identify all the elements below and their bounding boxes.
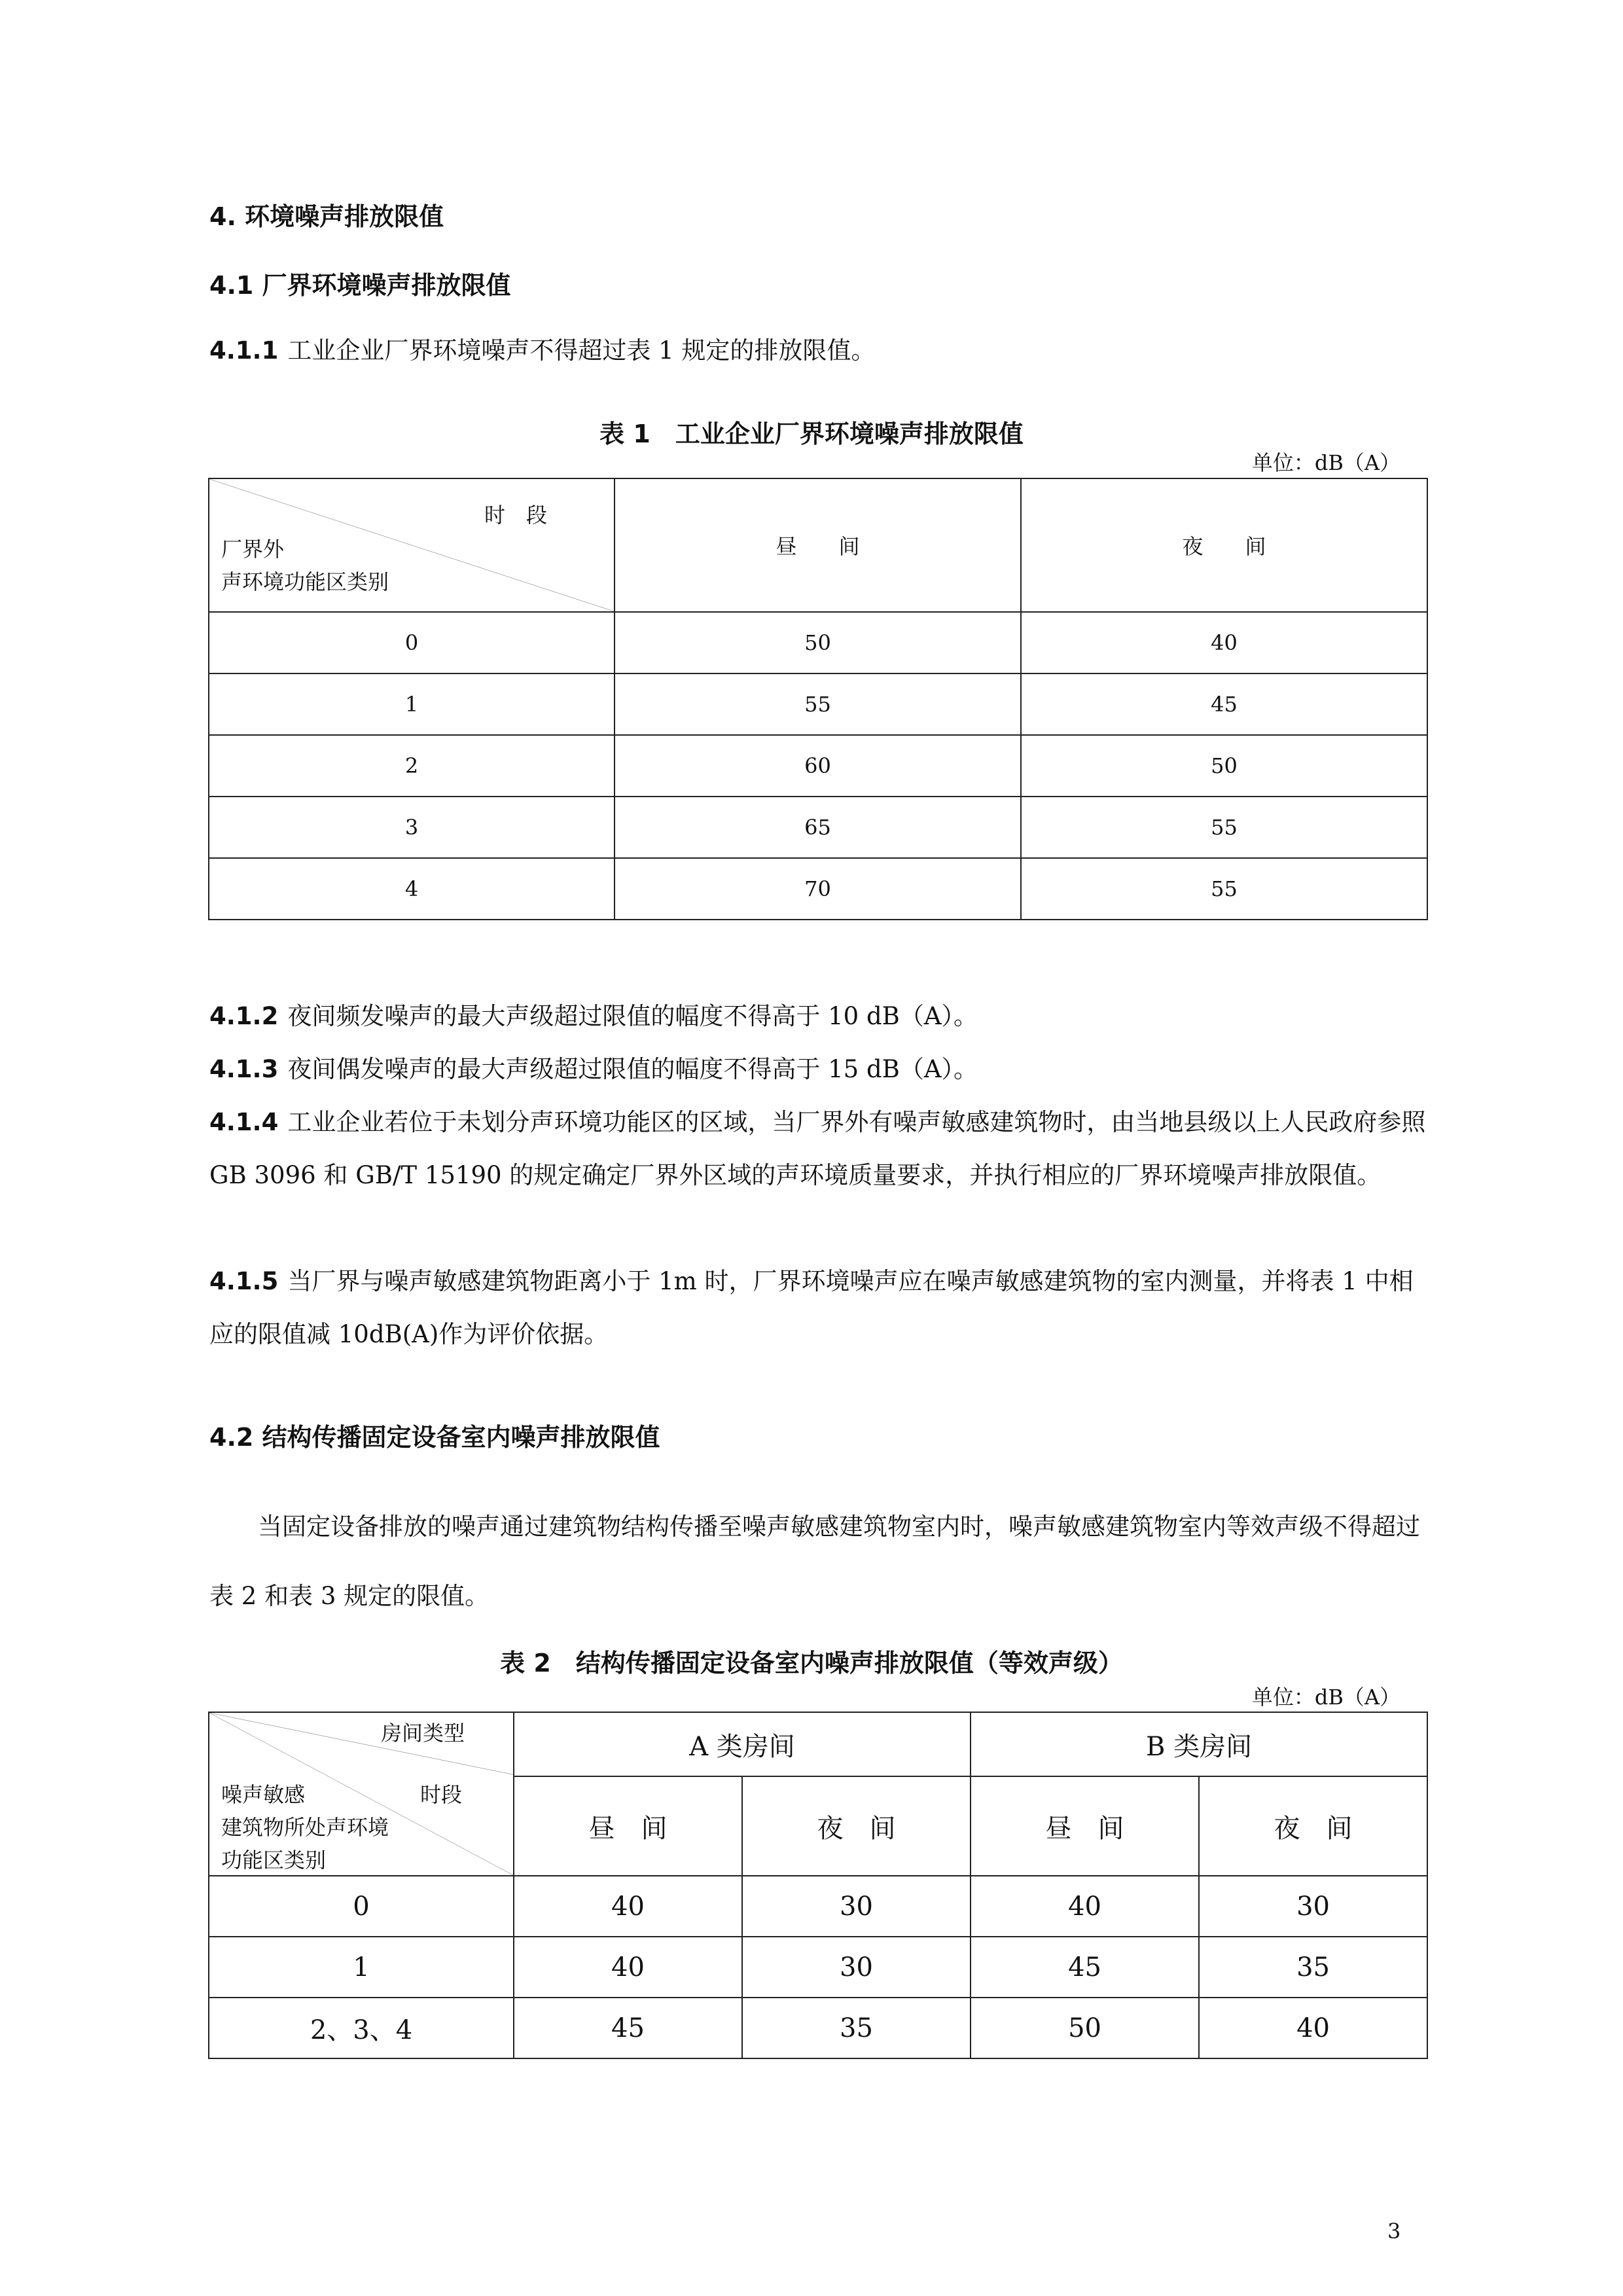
table-row [209, 1998, 1427, 2058]
clause-number: 4.1.4 [209, 1108, 279, 1136]
paragraph-4-1-3 [209, 1043, 1433, 1096]
table-2-corner-header [209, 1712, 514, 1876]
corner-zone-label-1: 厂界外 [221, 537, 285, 562]
table-row [209, 1937, 1427, 1998]
day-value: 65 [615, 797, 1021, 858]
clause-number: 4.1.5 [209, 1267, 279, 1295]
clause-text: 夜间频发噪声的最大声级超过限值的幅度不得高于 10 dB（A）。 [287, 1002, 978, 1030]
table-1-corner-header [209, 478, 615, 612]
corner-zone-label-2: 功能区类别 [221, 1848, 327, 1873]
group-header-b-rooms: B 类房间 [971, 1712, 1427, 1776]
a-night-value: 30 [742, 1876, 971, 1937]
table-2-unit: 单位：dB（A） [1251, 1685, 1400, 1710]
col-header-b-day: 昼 间 [971, 1776, 1199, 1876]
section-4-heading: 4. 环境噪声排放限值 [209, 202, 444, 231]
clause-text: 工业企业若位于未划分声环境功能区的区域，当厂界外有噪声敏感建筑物时，由当地县级以上人民政府参照 GB 3096 和 GB/T 15190 的规定确定厂界外区域的声环境质量要求，并执行相应的厂界环境噪声排放限值。 [209, 1108, 1426, 1189]
table-row [209, 858, 1427, 920]
table-1-unit: 单位：dB（A） [1251, 450, 1400, 475]
zone-cell: 1 [209, 1937, 514, 1998]
col-header-night: 夜 间 [1021, 478, 1427, 612]
corner-zone-label-1: 建筑物所处声环境 [221, 1815, 389, 1840]
col-header-day: 昼 间 [615, 478, 1021, 612]
paragraph-4-2: 当固定设备排放的噪声通过建筑物结构传播至噪声敏感建筑物室内时，噪声敏感建筑物室内等效声级不得超过表 2 和表 3 规定的限值。 [209, 1513, 1420, 1610]
table-row [209, 673, 1427, 735]
a-day-value: 45 [514, 1998, 742, 2058]
a-day-value: 40 [514, 1876, 742, 1937]
page-number: 3 [1387, 2219, 1401, 2244]
b-night-value: 35 [1199, 1937, 1427, 1998]
table-1 [208, 478, 1428, 920]
night-value: 40 [1021, 612, 1427, 673]
paragraph-4-1-5 [209, 1255, 1433, 1361]
paragraph-4-1-1 [209, 324, 1433, 377]
clause-number: 4.1.2 [209, 1002, 279, 1030]
b-night-value: 30 [1199, 1876, 1427, 1937]
clause-text: 工业企业厂界环境噪声不得超过表 1 规定的排放限值。 [287, 336, 876, 365]
day-value: 50 [615, 612, 1021, 673]
paragraph-4-1-4 [209, 1096, 1433, 1202]
group-header-a-rooms: A 类房间 [514, 1712, 971, 1776]
zone-cell: 0 [209, 612, 615, 673]
col-header-a-night: 夜 间 [742, 1776, 971, 1876]
corner-sensitive-label: 噪声敏感 [221, 1782, 306, 1807]
corner-room-type-label: 房间类型 [381, 1721, 465, 1746]
table-row [209, 797, 1427, 858]
zone-cell: 4 [209, 858, 615, 920]
zone-cell: 0 [209, 1876, 514, 1937]
night-value: 55 [1021, 858, 1427, 920]
table-2-caption: 表 2 结构传播固定设备室内噪声排放限值（等效声级） [500, 1649, 1123, 1677]
col-header-a-day: 昼 间 [514, 1776, 742, 1876]
clause-number: 4.1.1 [209, 336, 279, 365]
corner-zone-label-2: 声环境功能区类别 [221, 569, 389, 594]
table-row [209, 735, 1427, 797]
zone-cell: 2 [209, 735, 615, 797]
clause-text: 夜间偶发噪声的最大声级超过限值的幅度不得高于 15 dB（A）。 [287, 1055, 978, 1083]
a-night-value: 35 [742, 1998, 971, 2058]
paragraph-4-1-2 [209, 990, 1433, 1043]
b-day-value: 50 [971, 1998, 1199, 2058]
day-value: 55 [615, 673, 1021, 735]
b-night-value: 40 [1199, 1998, 1427, 2058]
section-4-2-heading: 4.2 结构传播固定设备室内噪声排放限值 [209, 1423, 660, 1452]
table-2 [208, 1712, 1428, 2059]
b-day-value: 45 [971, 1937, 1199, 1998]
day-value: 60 [615, 735, 1021, 797]
corner-period-label: 时段 [420, 1782, 463, 1807]
clause-text: 当厂界与噪声敏感建筑物距离小于 1m 时，厂界环境噪声应在噪声敏感建筑物的室内测量，并将表 1 中相应的限值减 10dB(A)作为评价依据。 [209, 1267, 1414, 1348]
clause-number: 4.1.3 [209, 1055, 279, 1083]
a-day-value: 40 [514, 1937, 742, 1998]
b-day-value: 40 [971, 1876, 1199, 1937]
zone-cell: 1 [209, 673, 615, 735]
table-row [209, 612, 1427, 673]
corner-period-label: 时 段 [484, 503, 548, 528]
day-value: 70 [615, 858, 1021, 920]
table-row [209, 1876, 1427, 1937]
night-value: 45 [1021, 673, 1427, 735]
a-night-value: 30 [742, 1937, 971, 1998]
night-value: 50 [1021, 735, 1427, 797]
zone-cell: 3 [209, 797, 615, 858]
section-4-1-heading: 4.1 厂界环境噪声排放限值 [209, 271, 511, 300]
zone-cell: 2、3、4 [209, 1998, 514, 2058]
table-1-caption: 表 1 工业企业厂界环境噪声排放限值 [599, 420, 1024, 448]
col-header-b-night: 夜 间 [1199, 1776, 1427, 1876]
night-value: 55 [1021, 797, 1427, 858]
